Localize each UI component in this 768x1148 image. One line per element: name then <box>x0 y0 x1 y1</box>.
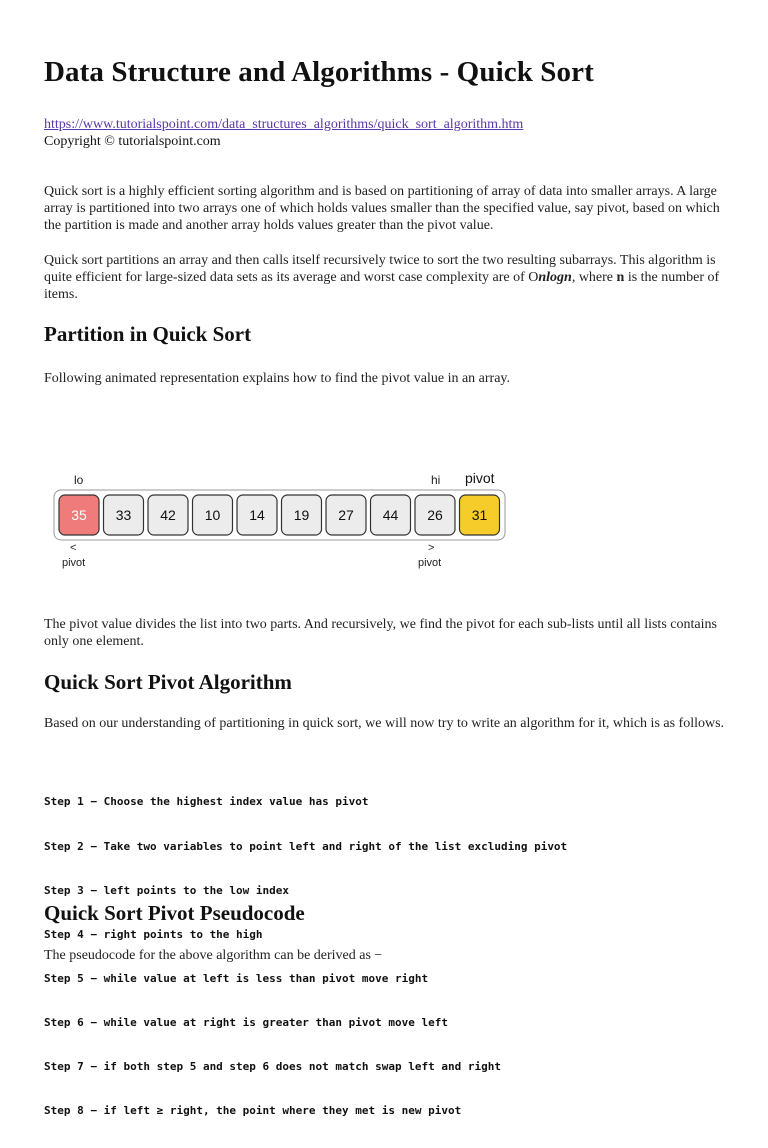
algorithm-step: Step 6 − while value at right is greater than pivot move left <box>44 1015 448 1029</box>
array-cell-value: 27 <box>338 507 354 523</box>
left-pointer-label: pivot <box>62 557 86 569</box>
algorithm-step: Step 7 − if both step 5 and step 6 does not match swap left and right <box>44 1060 501 1074</box>
array-cell-value: 19 <box>293 507 310 523</box>
pseudocode-heading: Quick Sort Pivot Pseudocode <box>44 901 305 925</box>
partition-after-text: The pivot value divides the list into two parts. And recursively, we find the pivot for each sub-lists until all lists contains only one element. <box>44 617 717 649</box>
array-cell-value: 44 <box>382 507 399 523</box>
pivot-algorithm-description: Based on our understanding of partitioning in quick sort, we will now try to write an algorithm for it, which is as follows. <box>44 716 725 731</box>
complexity-term: nlogn <box>538 270 572 285</box>
array-cell-value: 35 <box>71 507 87 523</box>
partition-diagram <box>48 466 518 576</box>
source-link[interactable]: https://www.tutorialspoint.com/data_structures_algorithms/quick_sort_algorithm.htm <box>44 117 524 132</box>
source-block <box>44 116 523 150</box>
algorithm-step: Step 3 − left points to the low index <box>44 883 290 897</box>
pivot-label: pivot <box>465 470 495 486</box>
intro-paragraph-1: Quick sort is a highly efficient sorting algorithm and is based on partitioning of array of data into smaller arrays. A large array is partitioned into two arrays one of which holds values smaller than the specified value, say pivot, based on which the partition is made and another array holds values greater than the pivot value. <box>44 184 720 233</box>
pseudocode-description: The pseudocode for the above algorithm can be derived as − <box>44 948 383 963</box>
partition-heading: Partition in Quick Sort <box>44 322 252 346</box>
pivot-algorithm-heading: Quick Sort Pivot Algorithm <box>44 670 292 694</box>
algorithm-step: Step 4 − right points to the high <box>44 927 263 941</box>
array-cell-value: 14 <box>249 507 265 523</box>
right-arrow-label: > <box>428 542 435 554</box>
array-cell-value: 31 <box>471 507 488 523</box>
left-arrow-label: < <box>70 542 77 554</box>
array-cell-value: 26 <box>427 507 443 523</box>
page-title: Data Structure and Algorithms - Quick Sort <box>44 56 594 88</box>
array-cell-value: 42 <box>160 507 176 523</box>
algorithm-step: Step 2 − Take two variables to point left and right of the list excluding pivot <box>44 839 568 853</box>
copyright-text: Copyright © tutorialspoint.com <box>44 134 221 149</box>
algorithm-step: Step 8 − if left ≥ right, the point where they met is new pivot <box>44 1104 462 1118</box>
hi-label: hi <box>431 473 441 487</box>
intro-paragraph-2: Quick sort partitions an array and then calls itself recursively twice to sort the two resulting subarrays. This algorithm is quite efficient for large-sized data sets as its average and worst case complexity are of Onlogn, where n is the number of items. <box>44 253 720 302</box>
algorithm-step: Step 5 − while value at left is less than pivot move right <box>44 971 429 985</box>
array-cell-value: 33 <box>115 507 132 523</box>
algorithm-step: Step 1 − Choose the highest index value has pivot <box>44 795 369 809</box>
n-term: n <box>616 270 625 285</box>
lo-label: lo <box>74 473 84 487</box>
right-pointer-label: pivot <box>418 557 442 569</box>
partition-description: Following animated representation explains how to find the pivot value in an array. <box>44 371 511 386</box>
array-cell-value: 10 <box>204 507 221 523</box>
